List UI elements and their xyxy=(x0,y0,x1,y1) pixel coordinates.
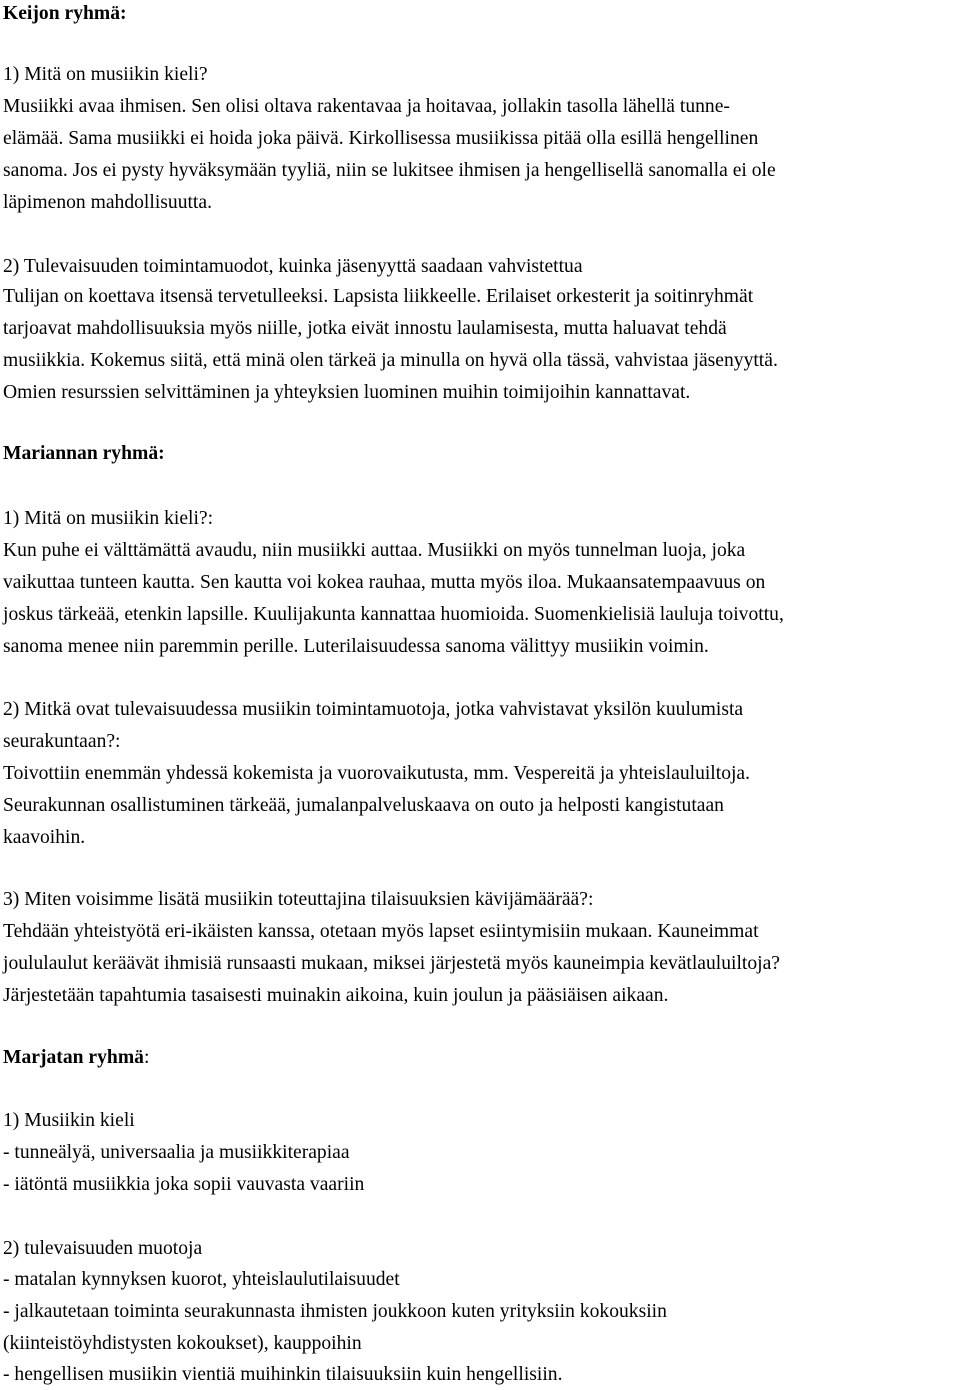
answer-line: Tulijan on koettava itsensä tervetulleeksi. Lapsista liikkeelle. Erilaiset orkesterit ja soitinryhmät xyxy=(3,286,754,307)
list-item: - jalkautetaan toiminta seurakunnasta ihmisten joukkoon kuten yrityksiin kokouksiin xyxy=(3,1301,667,1322)
question-marianna-2-cont: seurakuntaan?: xyxy=(3,731,121,752)
question-marianna-3: 3) Miten voisimme lisätä musiikin toteuttajina tilaisuuksien kävijämäärää?: xyxy=(3,889,594,910)
list-item: - iätöntä musiikkia joka sopii vauvasta vaariin xyxy=(3,1174,365,1195)
answer-line: Omien resurssien selvittäminen ja yhteyksien luominen muihin toimijoihin kannattavat. xyxy=(3,382,691,403)
section-heading-marianna: Mariannan ryhmä: xyxy=(3,443,165,464)
question-keijo-1: 1) Mitä on musiikin kieli? xyxy=(3,64,208,85)
section-heading-marjatta-text: Marjatan ryhmä xyxy=(3,1047,144,1068)
answer-line: musiikkia. Kokemus siitä, että minä olen tärkeä ja minulla on hyvä olla tässä, vahvistaa jäsenyyttä. xyxy=(3,350,778,371)
list-item: (kiinteistöyhdistysten kokoukset), kauppoihin xyxy=(3,1333,362,1354)
answer-line: tarjoavat mahdollisuuksia myös niille, jotka eivät innostu laulamisesta, mutta haluavat tehdä xyxy=(3,318,727,339)
answer-line: Kun puhe ei välttämättä avaudu, niin musiikki auttaa. Musiikki on myös tunnelman luoja, joka xyxy=(3,540,746,561)
answer-line: Seurakunnan osallistuminen tärkeää, jumalanpalveluskaava on outo ja helposti kangistutaan xyxy=(3,795,724,816)
list-item: - matalan kynnyksen kuorot, yhteislaulutilaisuudet xyxy=(3,1269,400,1290)
answer-line: joululaulut keräävät ihmisiä runsaasti mukaan, miksei järjestetä myös kauneimpia kevätlauluiltoja? xyxy=(3,953,780,974)
question-keijo-2: 2) Tulevaisuuden toimintamuodot, kuinka jäsenyyttä saadaan vahvistettua xyxy=(3,256,583,277)
answer-line: Musiikki avaa ihmisen. Sen olisi oltava rakentavaa ja hoitavaa, jollakin tasolla lähellä tunne- xyxy=(3,96,730,117)
answer-line: kaavoihin. xyxy=(3,827,86,848)
question-marianna-1: 1) Mitä on musiikin kieli?: xyxy=(3,508,214,529)
list-item: - tunneälyä, universaalia ja musiikkiterapiaa xyxy=(3,1142,350,1163)
question-marjatta-2: 2) tulevaisuuden muotoja xyxy=(3,1238,203,1259)
section-heading-keijo: Keijon ryhmä: xyxy=(3,3,127,24)
answer-line: Toivottiin enemmän yhdessä kokemista ja vuorovaikutusta, mm. Vespereitä ja yhteislauluiltoja. xyxy=(3,763,751,784)
answer-line: vaikuttaa tunteen kautta. Sen kautta voi kokea rauhaa, mutta myös iloa. Mukaansatempaavuus on xyxy=(3,572,766,593)
answer-line: läpimenon mahdollisuutta. xyxy=(3,192,212,213)
answer-line: elämää. Sama musiikki ei hoida joka päivä. Kirkollisessa musiikissa pitää olla esillä hengellinen xyxy=(3,128,759,149)
answer-line: sanoma menee niin paremmin perille. Luterilaisuudessa sanoma välittyy musiikin voimin. xyxy=(3,636,709,657)
list-item: - hengellisen musiikin vientiä muihinkin tilaisuuksiin kuin hengellisiin. xyxy=(3,1364,563,1385)
section-heading-marjatta xyxy=(3,1047,149,1069)
answer-line: Järjestetään tapahtumia tasaisesti muinakin aikoina, kuin joulun ja pääsiäisen aikaan. xyxy=(3,985,669,1006)
section-heading-marjatta-colon: : xyxy=(143,1047,150,1068)
answer-line: Tehdään yhteistyötä eri-ikäisten kanssa, otetaan myös lapset esiintymisiin mukaan. Kauneimmat xyxy=(3,921,759,942)
question-marjatta-1: 1) Musiikin kieli xyxy=(3,1110,135,1131)
answer-line: joskus tärkeää, etenkin lapsille. Kuulijakunta kannattaa huomioida. Suomenkielisiä lauluja toivottu, xyxy=(3,604,784,625)
question-marianna-2: 2) Mitkä ovat tulevaisuudessa musiikin toimintamuotoja, jotka vahvistavat yksilön kuulumista xyxy=(3,699,744,720)
answer-line: sanoma. Jos ei pysty hyväksymään tyyliä, niin se lukitsee ihmisen ja hengellisellä sanomalla ei ole xyxy=(3,160,776,181)
